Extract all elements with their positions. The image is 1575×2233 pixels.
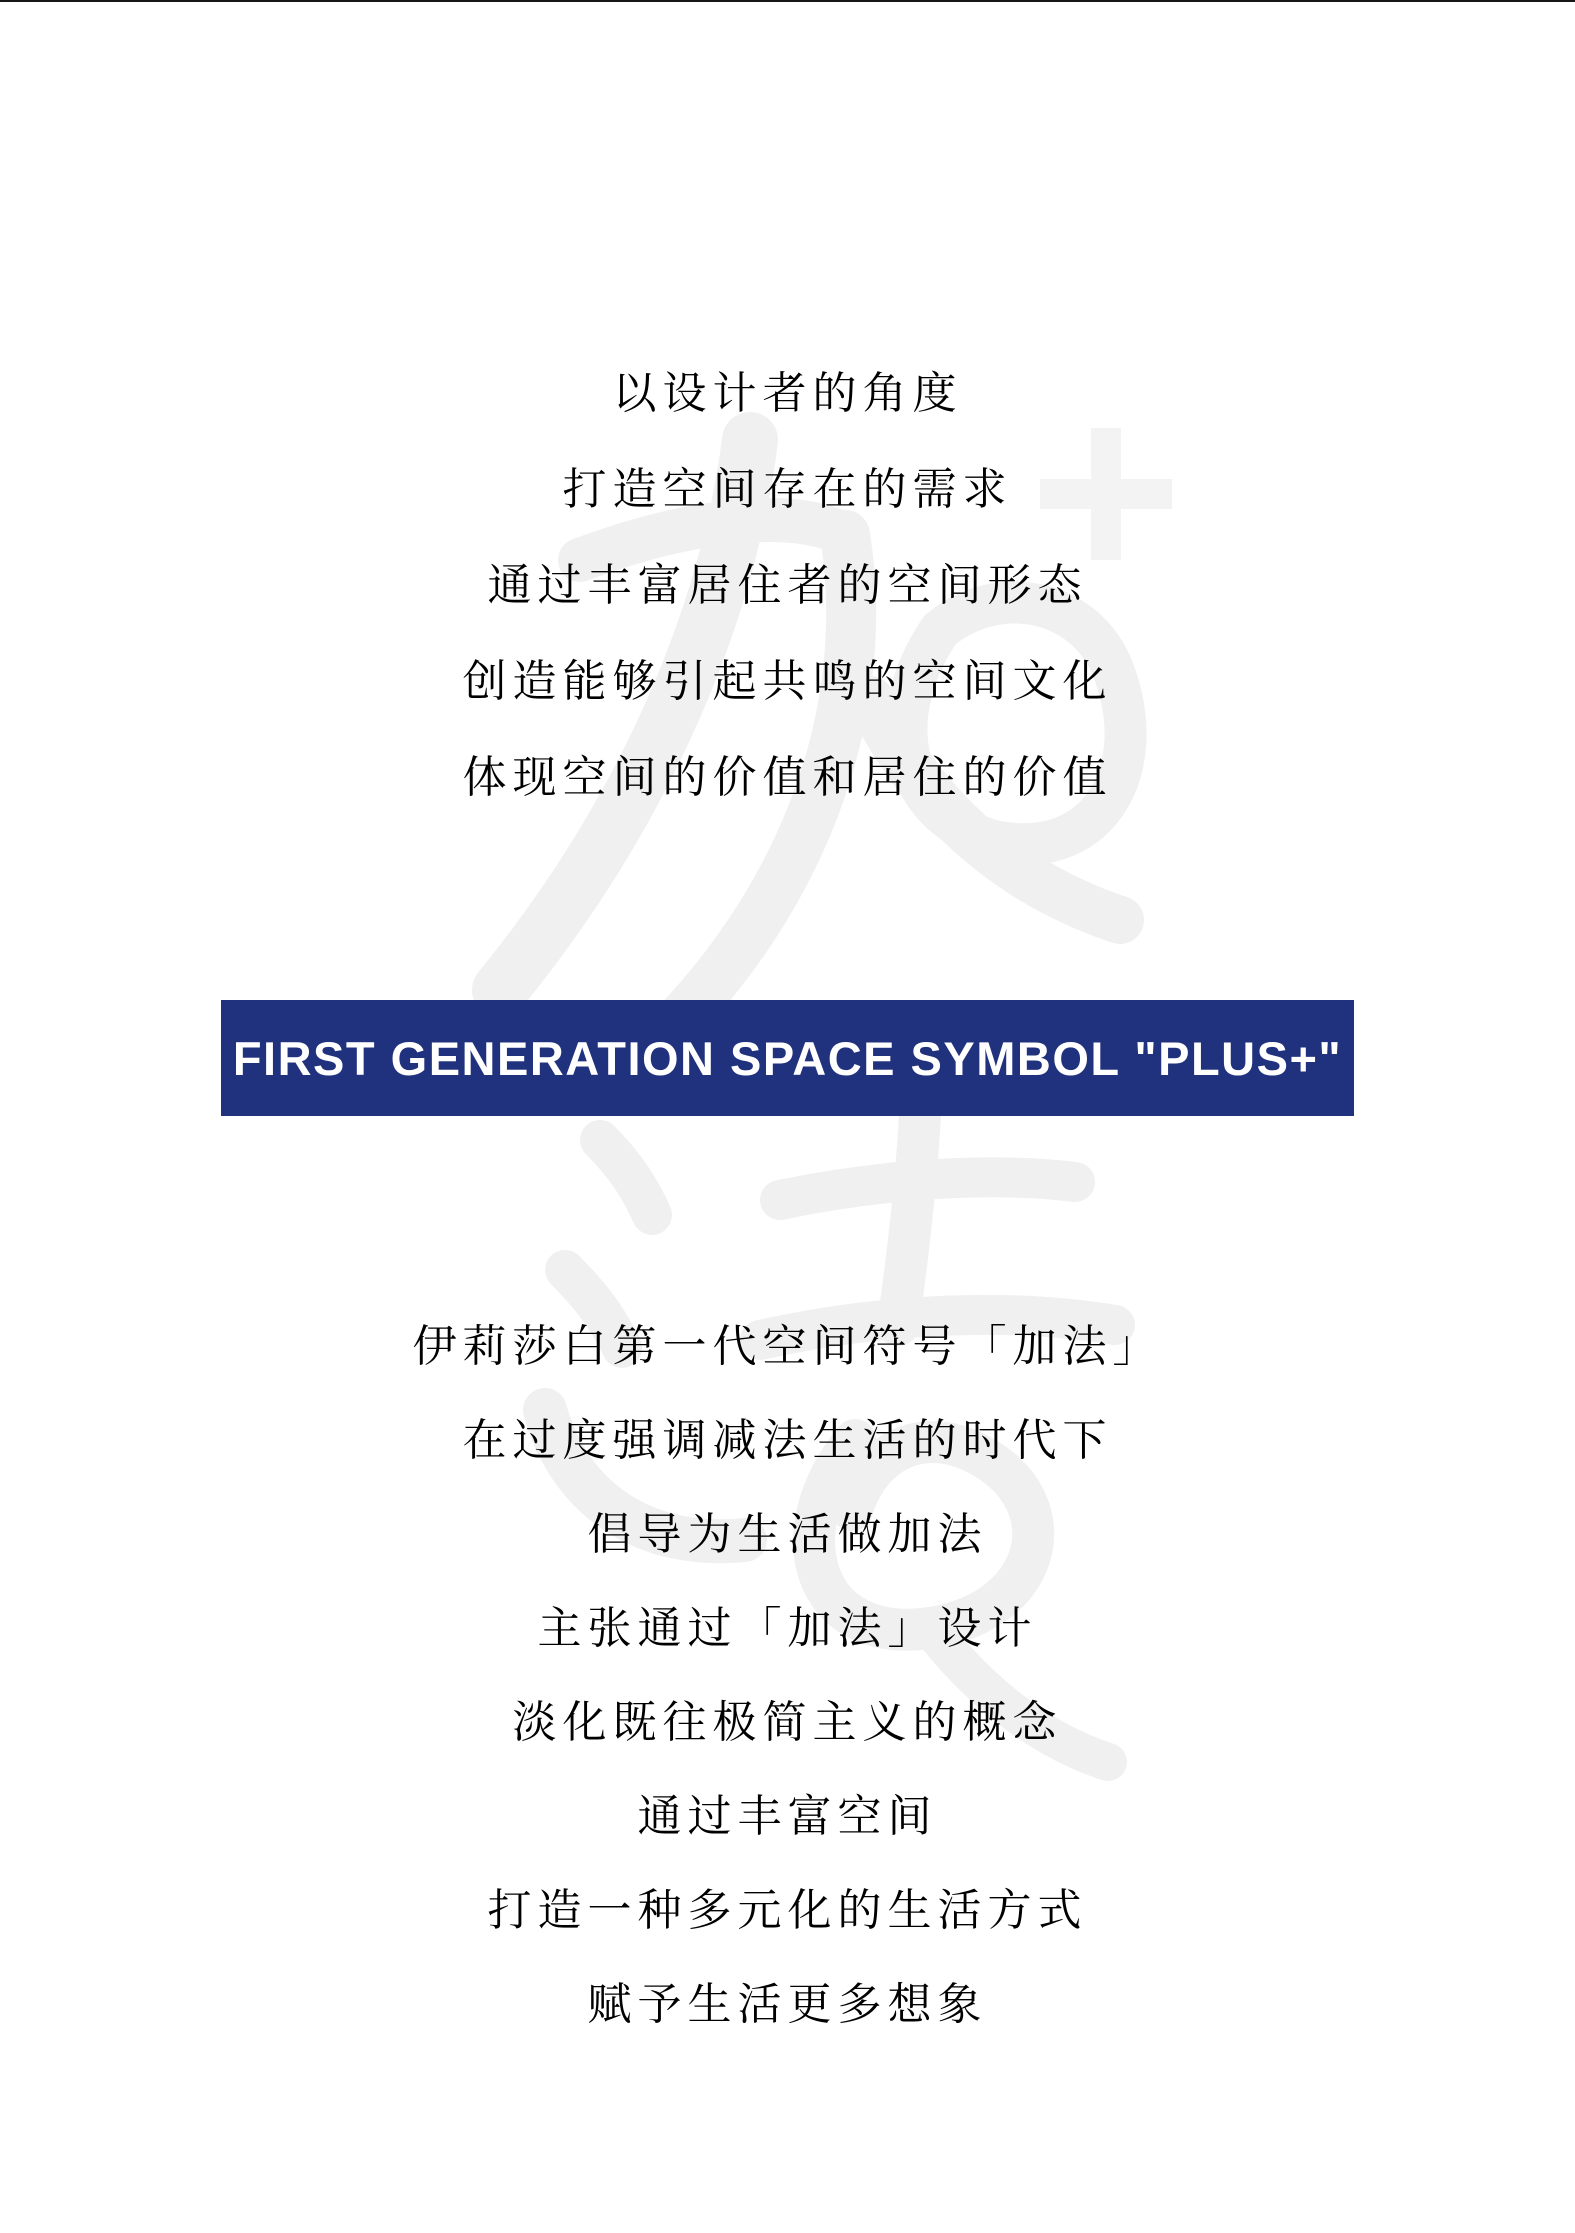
body-line-3: 倡导为生活做加法: [587, 1510, 988, 1559]
body-line-1: 伊莉莎白第一代空间符号「加法」: [412, 1322, 1163, 1371]
body-line-4: 主张通过「加法」设计: [537, 1604, 1038, 1653]
body-line-5: 淡化既往极简主义的概念: [512, 1698, 1063, 1747]
top-edge-line: [0, 0, 1575, 2]
intro-line-3: 通过丰富居住者的空间形态: [487, 561, 1088, 610]
body-paragraph: [0, 1300, 1575, 2052]
intro-line-4: 创造能够引起共鸣的空间文化: [462, 657, 1113, 706]
intro-line-2: 打造空间存在的需求: [562, 465, 1013, 514]
intro-paragraph: [0, 346, 1575, 826]
intro-line-5: 体现空间的价值和居住的价值: [462, 753, 1113, 802]
body-line-2: 在过度强调减法生活的时代下: [462, 1416, 1113, 1465]
section-banner: [221, 1000, 1354, 1116]
body-line-6: 通过丰富空间: [637, 1792, 938, 1841]
body-line-8: 赋予生活更多想象: [587, 1980, 988, 2029]
intro-line-1: 以设计者的角度: [612, 369, 963, 418]
body-line-7: 打造一种多元化的生活方式: [487, 1886, 1088, 1935]
banner-title: FIRST GENERATION SPACE SYMBOL "PLUS+": [232, 1031, 1343, 1085]
